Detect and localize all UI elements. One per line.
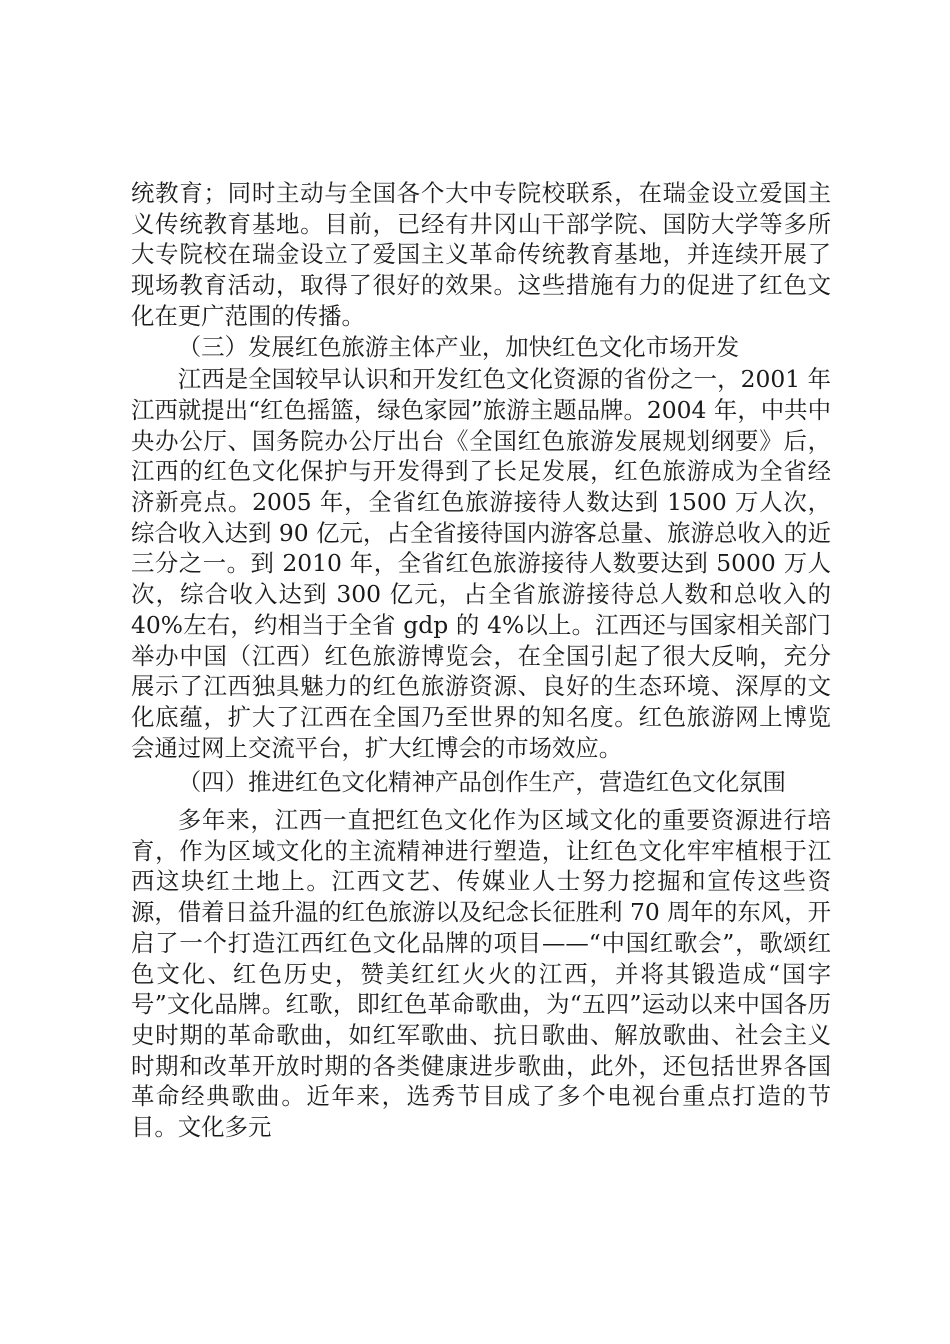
paragraph-continued: 统教育；同时主动与全国各个大中专院校联系，在瑞金设立爱国主义传统教育基地。目前，已经有井冈山干部学院、国防大学等多所大专院校在瑞金设立了爱国主义革命传统教育基地，并连续开展了现场教育活动，取得了很好的效果。这些措施有力的促进了红色文化在更广范围的传播。 — [131, 179, 831, 330]
paragraph-red-songs: 多年来，江西一直把红色文化作为区域文化的重要资源进行培育，作为区域文化的主流精神进行塑造，让红色文化牢牢植根于江西这块红土地上。江西文艺、传媒业人士努力挖掘和宣传这些资源，借着日益升温的红色旅游以及纪念长征胜利 70 周年的东风，开启了一个打造江西红色文化品牌的项目——“中国红歌会”，歌颂红色文化、红色历史，赞美红红火火的江西，并将其锻造成“国字号”文化品牌。红歌，即红色革命歌曲，为“五四”运动以来中国各历史时期的革命歌曲，如红军歌曲、抗日歌曲、解放歌曲、社会主义时期和改革开放时期的各类健康进步歌曲，此外，还包括世界各国革命经典歌曲。近年来，选秀节目成了多个电视台重点打造的节目。文化多元 — [131, 806, 831, 1142]
section-heading-4: （四）推进红色文化精神产品创作生产，营造红色文化氛围 — [177, 768, 786, 797]
paragraph-red-tourism: 江西是全国较早认识和开发红色文化资源的省份之一，2001 年江西就提出“红色摇篮，绿色家园”旅游主题品牌。2004 年，中共中央办公厅、国务院办公厅出台《全国红色旅游发展规划纲要》后，江西的红色文化保护与开发得到了长足发展，红色旅游成为全省经济新亮点。2005 年，全省红色旅游接待人数达到 1500 万人次，综合收入达到 90 亿元，占全省接待国内游客总量、旅游总收入的近三分之一。到 2010 年，全省红色旅游接待人数要达到 5000 万人次，综合收入达到 300 亿元，占全省旅游接待总人数和总收入的 40%左右，约相当于全省 gdp 的 4%以上。江西还与国家相关部门举办中国（江西）红色旅游博览会，在全国引起了很大反响，充分展示了江西独具魅力的红色旅游资源、良好的生态环境、深厚的文化底蕴，扩大了江西在全国乃至世界的知名度。红色旅游网上博览会通过网上交流平台，扩大红博会的市场效应。 — [131, 365, 831, 762]
section-heading-3: （三）发展红色旅游主体产业，加快红色文化市场开发 — [177, 332, 740, 361]
document-body — [131, 178, 831, 1143]
